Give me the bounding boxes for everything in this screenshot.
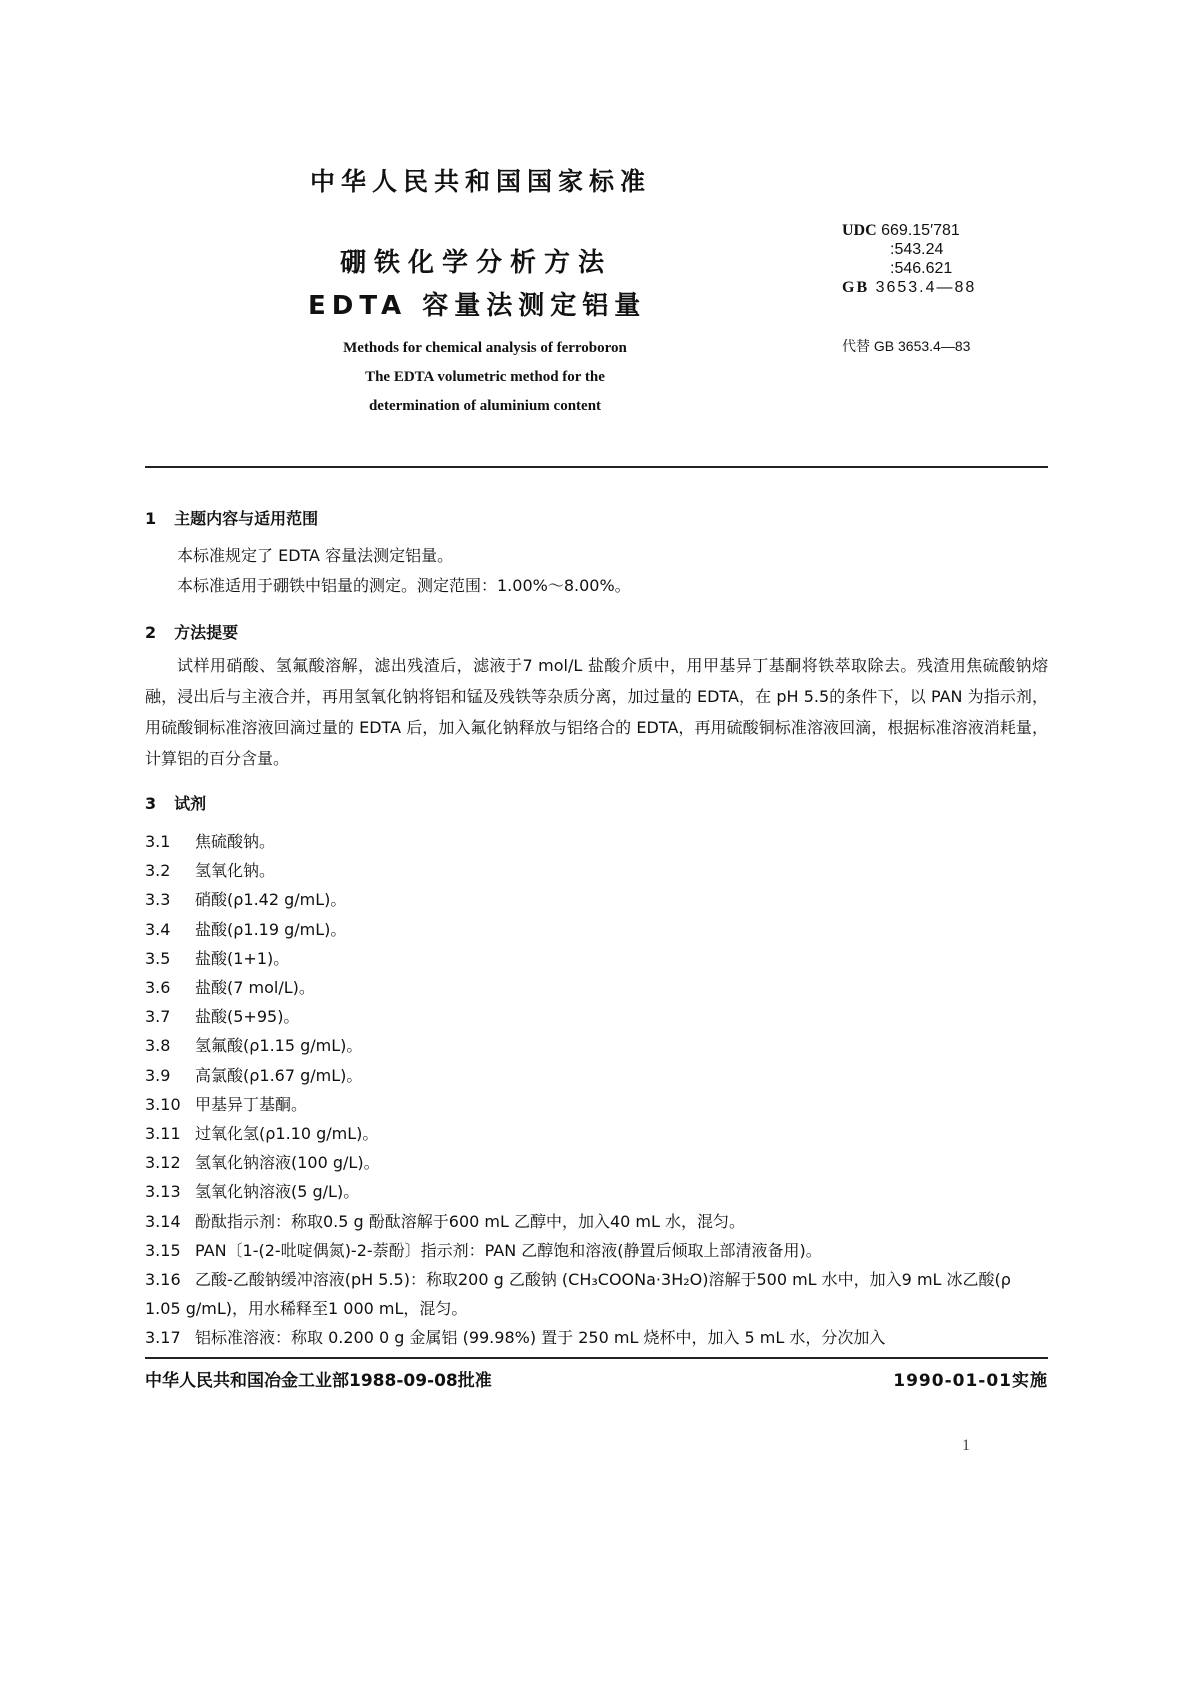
title-line-1: 硼铁化学分析方法	[340, 248, 613, 278]
reagent-list	[145, 827, 1048, 1353]
section-title: 试剂	[174, 794, 207, 813]
reagent-text: 氢氟酸(ρ1.15 g/mL)。	[195, 1036, 363, 1056]
section-heading	[145, 620, 238, 643]
reagent-text: 氢氧化钠。	[195, 861, 276, 881]
section-title: 主题内容与适用范围	[174, 509, 319, 528]
reagent-item	[145, 1207, 1048, 1236]
reagent-number: 3.16	[145, 1270, 181, 1290]
replaces: 代替 GB 3653.4—83	[842, 338, 971, 354]
effective-date: 1990-01-01实施	[893, 1371, 1048, 1391]
reagent-text: PAN〔1-(2-吡啶偶氮)-2-萘酚〕指示剂：PAN 乙醇饱和溶液(静置后倾取上部清液备用)。	[195, 1240, 822, 1260]
reagent-number: 3.10	[145, 1094, 181, 1114]
udc-line: :543.24	[890, 241, 944, 258]
reagent-item	[145, 1031, 1048, 1060]
reagent-number: 3.4	[145, 919, 171, 939]
reagent-text: 高氯酸(ρ1.67 g/mL)。	[195, 1065, 363, 1085]
reagent-number: 3.14	[145, 1211, 181, 1231]
reagent-item	[145, 973, 1048, 1002]
standard-type: 中华人民共和国国家标准	[310, 167, 652, 196]
reagent-number: 3.15	[145, 1240, 181, 1260]
udc-line: 669.15′781	[881, 222, 960, 239]
footer-divider	[145, 1357, 1048, 1359]
reagent-item	[145, 1323, 1048, 1352]
gb-value: 3653.4—88	[875, 279, 977, 296]
section-number: 1	[145, 509, 157, 528]
reagent-number: 3.13	[145, 1182, 181, 1202]
reagent-number: 3.1	[145, 832, 171, 851]
reagent-number: 3.8	[145, 1036, 171, 1056]
reagent-number: 3.3	[145, 890, 171, 910]
reagent-item	[145, 1061, 1048, 1090]
udc-line: :546.621	[890, 260, 953, 277]
page-number: 1	[962, 1437, 970, 1454]
section-title: 方法提要	[174, 623, 239, 642]
reagent-number: 3.2	[145, 861, 171, 881]
gb-number	[842, 279, 976, 297]
reagent-item	[145, 1090, 1048, 1119]
reagent-item	[145, 1177, 1048, 1206]
reagent-text: 盐酸(7 mol/L)。	[195, 978, 315, 998]
gb-label: GB	[842, 279, 870, 296]
reagent-item	[145, 885, 1048, 914]
reagent-item	[145, 1265, 1048, 1323]
paragraph: 试样用硝酸、氢氟酸溶解，滤出残渣后，滤液于7 mol/L 盐酸介质中，用甲基异丁基酮将铁萃取除去。残渣用焦硫酸钠熔融，浸出后与主液合并，再用氢氧化钠将铝和锰及残铁等杂质分离，加过量的 EDTA，在 pH 5.5的条件下，以 PAN 为指示剂，用硫酸铜标准溶液回滴过量的 EDTA 后，加入氟化钠释放与铝络合的 EDTA，再用硫酸铜标准溶液回滴，根据标准溶液消耗量，计算铝的百分含量。	[145, 656, 1048, 768]
section-number: 2	[145, 623, 157, 642]
header-divider	[145, 466, 1048, 468]
paragraph: 本标准适用于硼铁中铝量的测定。测定范围：1.00%～8.00%。	[177, 576, 631, 595]
reagent-text: 酚酞指示剂：称取0.5 g 酚酞溶解于600 mL 乙醇中，加入40 mL 水，混匀。	[195, 1211, 746, 1231]
section-heading	[145, 506, 318, 529]
reagent-text: 甲基异丁基酮。	[195, 1094, 308, 1114]
paragraph: 本标准规定了 EDTA 容量法测定铝量。	[177, 546, 454, 565]
reagent-item	[145, 1148, 1048, 1177]
reagent-text: 盐酸(1+1)。	[195, 948, 290, 968]
reagent-number: 3.12	[145, 1153, 181, 1173]
reagent-text: 焦硫酸钠。	[195, 832, 276, 851]
udc-code	[842, 222, 960, 240]
reagent-number: 3.9	[145, 1065, 171, 1085]
reagent-item	[145, 1002, 1048, 1031]
reagent-item	[145, 944, 1048, 973]
reagent-text: 氢氧化钠溶液(5 g/L)。	[195, 1182, 360, 1202]
english-title-3: determination of aluminium content	[368, 398, 602, 414]
reagent-item	[145, 1236, 1048, 1265]
english-title-2: The EDTA volumetric method for the	[365, 369, 605, 385]
reagent-text: 氢氧化钠溶液(100 g/L)。	[195, 1153, 380, 1173]
reagent-text: 硝酸(ρ1.42 g/mL)。	[195, 890, 347, 910]
approval: 中华人民共和国冶金工业部1988-09-08批准	[145, 1371, 492, 1391]
reagent-number: 3.17	[145, 1328, 181, 1348]
reagent-item	[145, 827, 1048, 856]
reagent-item	[145, 1119, 1048, 1148]
english-title-1: Methods for chemical analysis of ferroboron	[343, 340, 627, 356]
reagent-item	[145, 856, 1048, 885]
reagent-text: 铝标准溶液：称取 0.200 0 g 金属铝 (99.98%) 置于 250 mL 烧杯中，加入 5 mL 水，分次加入	[195, 1328, 886, 1348]
reagent-item	[145, 915, 1048, 944]
udc-label: UDC	[842, 222, 877, 239]
reagent-number: 3.6	[145, 978, 171, 998]
reagent-text: 过氧化氢(ρ1.10 g/mL)。	[195, 1124, 379, 1144]
section-heading	[145, 791, 206, 814]
reagent-text: 盐酸(5+95)。	[195, 1007, 300, 1027]
reagent-text: 盐酸(ρ1.19 g/mL)。	[195, 919, 347, 939]
reagent-number: 3.5	[145, 948, 171, 968]
section-number: 3	[145, 794, 157, 813]
reagent-text: 乙酸-乙酸钠缓冲溶液(pH 5.5)：称取200 g 乙酸钠 (CH₃COONa·3H₂O)溶解于500 mL 水中，加入9 mL 冰乙酸(ρ 1.05 g/mL)，用水稀释至1 000 mL，混匀。	[145, 1270, 1011, 1319]
reagent-number: 3.11	[145, 1124, 181, 1144]
reagent-number: 3.7	[145, 1007, 171, 1027]
title-line-2: EDTA 容量法测定铝量	[308, 291, 647, 321]
